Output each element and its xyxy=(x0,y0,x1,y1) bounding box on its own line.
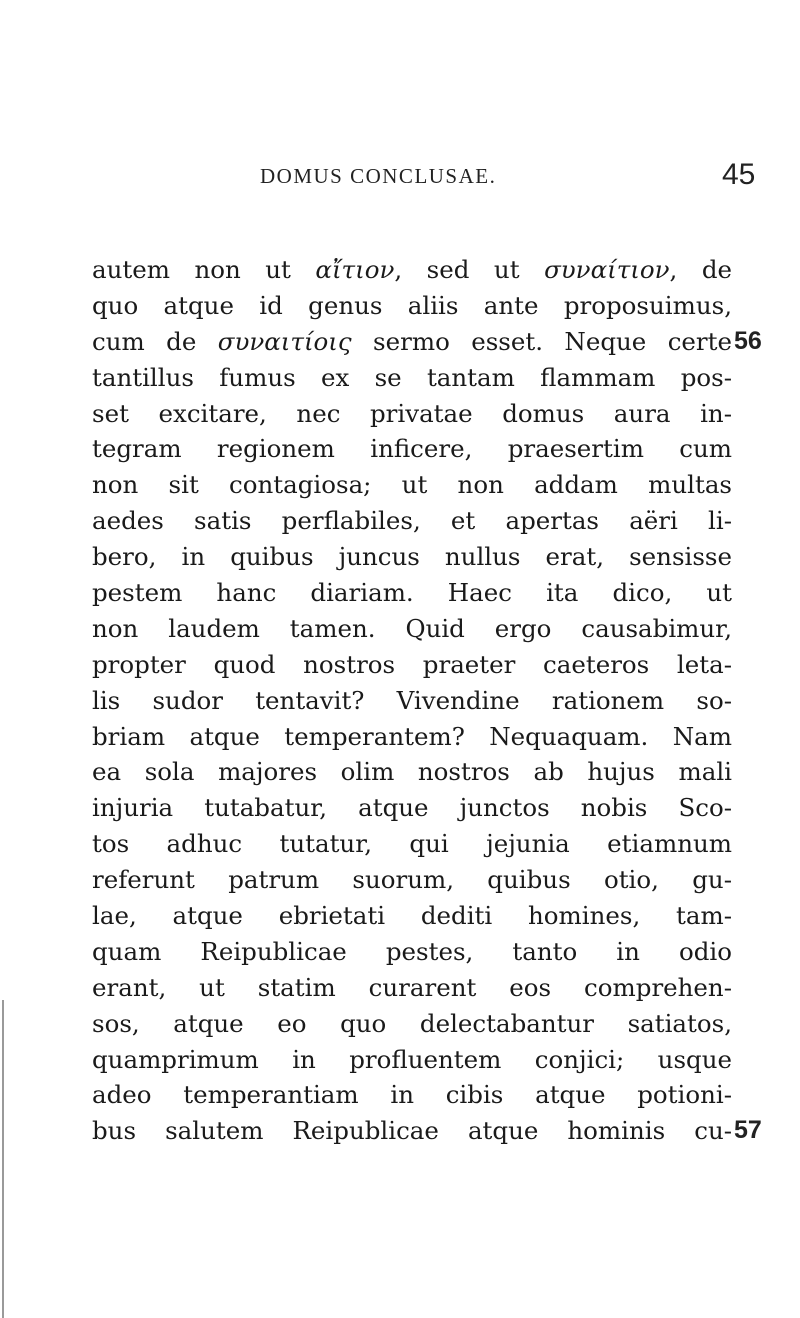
text-line: briam atque temperantem? Nequaquam. Nam xyxy=(92,721,732,751)
text-line: set excitare, nec privatae domus aura in- xyxy=(92,398,732,428)
text-line: bero, in quibus juncus nullus erat, sensisse xyxy=(92,542,732,572)
text-line: propter quod nostros praeter caeteros leta- xyxy=(92,649,732,679)
text-line: referunt patrum suorum, quibus otio, gu- xyxy=(92,865,732,895)
page-header xyxy=(0,158,800,204)
text-line: bus salutem Reipublicae atque hominis cu- 57 xyxy=(92,1113,778,1149)
text-line: autem non ut αἴτιον, sed ut συναίτιον, de xyxy=(92,255,733,284)
margin-line-number: 56 xyxy=(734,326,762,355)
text-line: injuria tutabatur, atque junctos nobis Sco- xyxy=(92,793,732,823)
page-number: 45 xyxy=(722,158,756,191)
text-line: lae, atque ebrietati dediti homines, tam- xyxy=(92,901,732,931)
text-line: non laudem tamen. Quid ergo causabimur, xyxy=(92,613,732,643)
greek-term: συναίτιον xyxy=(544,255,670,284)
text-line: tantillus fumus ex se tantam flammam pos- xyxy=(92,362,732,392)
body-text xyxy=(92,252,778,1149)
text-line: quam Reipublicae pestes, tanto in odio xyxy=(92,936,732,966)
greek-term: αἴτιον xyxy=(315,255,395,284)
text-line: aedes satis perflabiles, et apertas aëri li- xyxy=(92,506,732,536)
text-line: sos, atque eo quo delectabantur satiatos, xyxy=(92,1008,732,1038)
running-title: DOMUS CONCLUSAE. xyxy=(260,164,497,188)
text-line: ea sola majores olim nostros ab hujus mali xyxy=(92,757,732,787)
text-line: pestem hanc diariam. Haec ita dico, ut xyxy=(92,578,732,608)
text-line: non sit contagiosa; ut non addam multas xyxy=(92,470,732,500)
page-edge-shadow xyxy=(2,1000,4,1318)
margin-line-number: 57 xyxy=(734,1116,762,1145)
text-line: quamprimum in profluentem conjici; usque xyxy=(92,1044,732,1074)
greek-term: συναιτίοις xyxy=(217,326,352,356)
text-line: cum de συναιτίοις sermo esset. Neque certe 56 xyxy=(92,324,778,360)
text-line: tos adhuc tutatur, qui jejunia etiamnum xyxy=(92,829,732,859)
text-line: lis sudor tentavit? Vivendine rationem so- xyxy=(92,685,732,715)
text-line: quo atque id genus aliis ante proposuimus, xyxy=(92,290,732,320)
text-line: tegram regionem inficere, praesertim cum xyxy=(92,434,732,464)
text-line: adeo temperantiam in cibis atque potioni- xyxy=(92,1080,732,1110)
text-line: erant, ut statim curarent eos comprehen- xyxy=(92,972,732,1002)
